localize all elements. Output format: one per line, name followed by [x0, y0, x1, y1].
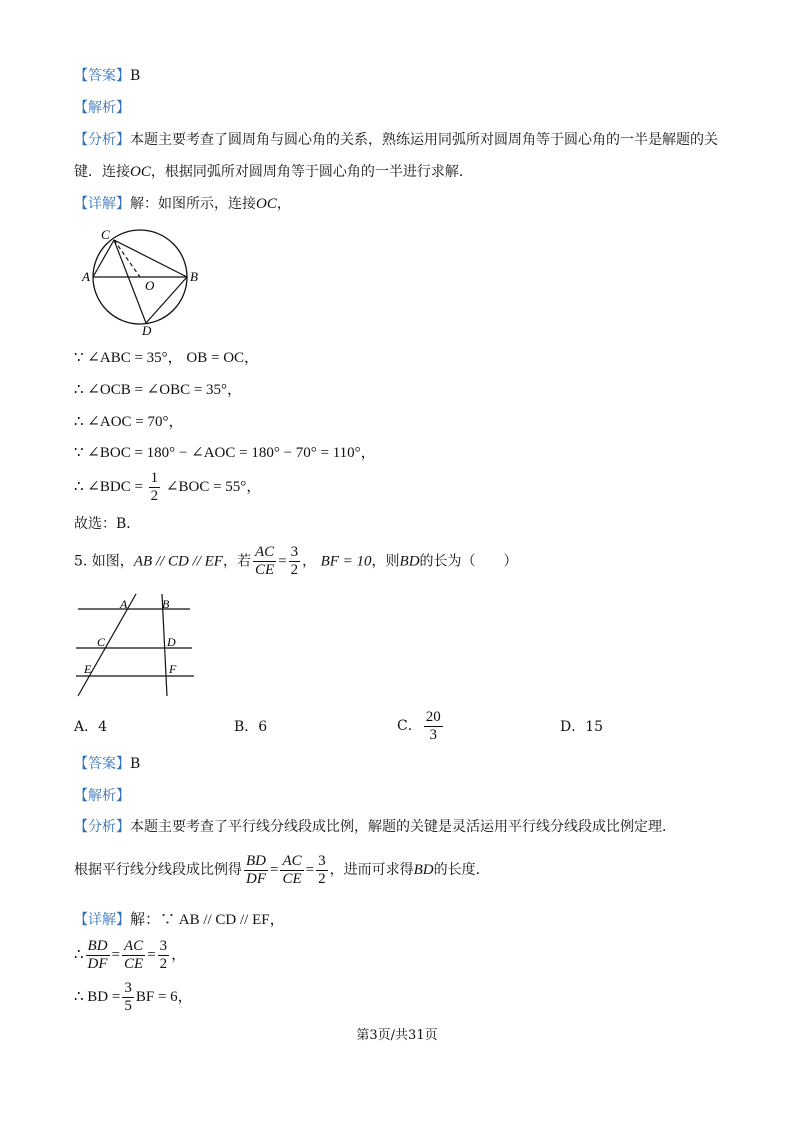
math-var: OC	[130, 164, 151, 180]
label-o: O	[145, 278, 155, 293]
xiangjie-text: ，	[276, 196, 291, 212]
label-f: F	[169, 662, 177, 676]
answer-tag: 【答案】	[74, 68, 130, 84]
choice-label: C．	[397, 718, 422, 734]
fenxi-text: 本题主要考查了圆周角与圆心角的关系，熟练运用同弧所对圆周角等于圆心角的一半是解题的关	[130, 132, 718, 148]
stem-math: BD	[399, 553, 420, 570]
step-text: ∴	[74, 947, 84, 963]
choice-c	[397, 706, 445, 746]
step-text: ∴ BD =	[74, 989, 121, 1005]
fenxi-text: 本题主要考查了平行线分线段成比例，解题的关键是灵活运用平行线分线段成比例定理．	[130, 819, 676, 835]
fenxi-text: 键．连接	[74, 164, 130, 180]
q5-step1: ∴ $\frac{BD}{DF}$ = $\frac{AC}{CE}$ = $\frac{3}{2}$ ，	[74, 938, 187, 973]
fenxi-text: 根据平行线分线段成比例得	[74, 862, 242, 878]
label-c: C	[101, 227, 110, 242]
fraction-numerator: 3	[290, 544, 299, 560]
fraction-three-halves	[158, 938, 170, 973]
fraction-half	[149, 470, 161, 505]
q4-conclusion: 故选：B．	[74, 516, 141, 532]
fraction-numerator: 3	[124, 980, 132, 997]
q4-xiangjie-line	[74, 194, 291, 214]
q4-step2: ∴ ∠OCB = ∠OBC = 35°，	[74, 382, 243, 398]
step-text: ∠BOC = 55°，	[165, 479, 262, 495]
fraction-numerator: 20	[425, 708, 441, 725]
fraction-denominator: CE	[124, 956, 144, 973]
q5-answer-line	[74, 754, 140, 774]
fenxi-tag: 【分析】	[74, 132, 130, 148]
jiexi-tag: 【解析】	[74, 788, 130, 804]
fraction-three-halves	[316, 853, 328, 888]
label-a: A	[82, 269, 90, 284]
fraction-numerator: 3	[318, 852, 326, 869]
fenxi-text: 的长度．	[433, 862, 490, 878]
fraction-bd-df	[86, 938, 110, 973]
answer-value: B	[130, 68, 141, 84]
step-text: ∴ ∠BDC =	[74, 479, 143, 495]
fraction-denominator: DF	[246, 870, 266, 887]
jiexi-tag: 【解析】	[74, 100, 130, 116]
choice-d: D．15	[560, 719, 604, 735]
chord-cd	[114, 240, 146, 323]
fraction-denominator: 3	[429, 726, 437, 743]
label-b: B	[190, 269, 198, 284]
fraction-numerator: BD	[87, 938, 108, 955]
label-b: B	[162, 597, 170, 611]
xiangjie-tag: 【详解】	[74, 196, 130, 212]
equals-sign: =	[278, 553, 287, 570]
page-footer: 第3页/共31页	[356, 1028, 438, 1043]
stem-math: AB // CD // EF	[133, 553, 223, 570]
label-d: D	[167, 635, 176, 649]
q5-xiangjie-line	[74, 910, 285, 930]
choice-b: B．6	[234, 719, 268, 735]
q5-jiexi-line	[74, 786, 130, 806]
fraction-numerator: 3	[159, 938, 168, 955]
fraction-ac-ce	[253, 544, 276, 579]
segment-oc-dashed	[114, 240, 140, 277]
fraction-ac-ce	[122, 938, 145, 973]
stem-math: BF = 10	[320, 553, 372, 570]
q4-step5	[74, 470, 261, 505]
q5-stem	[74, 544, 518, 579]
fenxi-text: ，根据同弧所对圆周角等于圆心角的一半进行求解．	[150, 164, 473, 180]
math-var: BD	[413, 862, 434, 878]
label-c: C	[97, 635, 106, 649]
fraction-numerator: AC	[124, 938, 144, 955]
xiangjie-tag: 【详解】	[74, 912, 130, 928]
fraction-denominator: 2	[290, 562, 299, 578]
fraction-denominator: CE	[254, 562, 275, 578]
fraction-three-fifths	[122, 980, 134, 1015]
q4-fenxi-line1	[74, 130, 718, 150]
q5-fenxi-line1	[74, 817, 676, 837]
stem-text: ，若	[222, 553, 251, 570]
step-text: ，	[171, 947, 187, 963]
label-e: E	[84, 662, 92, 676]
xiangjie-text: 解：如图所示，连接	[130, 196, 256, 212]
q4-fenxi-line2	[74, 162, 473, 182]
circle-figure	[76, 224, 212, 340]
fraction-denominator: 2	[318, 870, 326, 887]
fraction-ac-ce	[280, 853, 303, 888]
fraction-denominator: DF	[87, 956, 108, 973]
fenxi-tag: 【分析】	[74, 819, 130, 835]
choice-a: A．4	[74, 719, 108, 735]
fraction-denominator: CE	[282, 870, 302, 887]
step-text: BF = 6，	[135, 989, 193, 1005]
q5-fenxi-line2: 根据平行线分线段成比例得 $\frac{BD}{DF}$ = $\frac{AC}{CE}$ = $\frac{3}{2}$ ，进而可求得BD的长度．	[74, 852, 490, 887]
q4-step1: ∵ ∠ABC = 35°， OB = OC，	[74, 350, 260, 366]
parallel-lines-figure	[70, 592, 200, 702]
label-d: D	[142, 323, 152, 338]
fraction-denominator: 5	[124, 998, 132, 1015]
fraction-numerator: AC	[254, 544, 275, 560]
answer-tag: 【答案】	[74, 756, 130, 772]
stem-text: ，则	[371, 553, 400, 570]
chord-cb	[114, 240, 187, 277]
stem-text: 5. 如图，	[74, 553, 134, 570]
label-a: A	[120, 597, 128, 611]
q4-step3: ∴ ∠AOC = 70°，	[74, 414, 184, 430]
fraction-three-halves	[289, 544, 301, 579]
fenxi-text: ，进而可求得	[329, 862, 414, 878]
math-var: OC	[256, 196, 277, 212]
fraction-bd-df	[244, 853, 268, 888]
answer-value: B	[130, 756, 141, 772]
fraction-numerator: AC	[282, 852, 302, 869]
q5-step2	[74, 978, 193, 1016]
q4-jiexi-line	[74, 98, 130, 118]
fraction-denominator: 2	[150, 488, 159, 505]
q4-step4: ∵ ∠BOC = 180° − ∠AOC = 180° − 70° = 110°，	[74, 445, 376, 461]
fraction-denominator: 2	[159, 956, 168, 973]
fraction-twenty-thirds	[424, 709, 443, 744]
xiangjie-text: 解：∵ AB // CD // EF，	[130, 912, 285, 928]
fraction-numerator: BD	[246, 852, 266, 869]
stem-text: 的长为（ ）	[419, 553, 518, 570]
q4-answer-line	[74, 66, 140, 86]
stem-text: ，	[302, 553, 317, 570]
fraction-numerator: 1	[150, 470, 159, 487]
